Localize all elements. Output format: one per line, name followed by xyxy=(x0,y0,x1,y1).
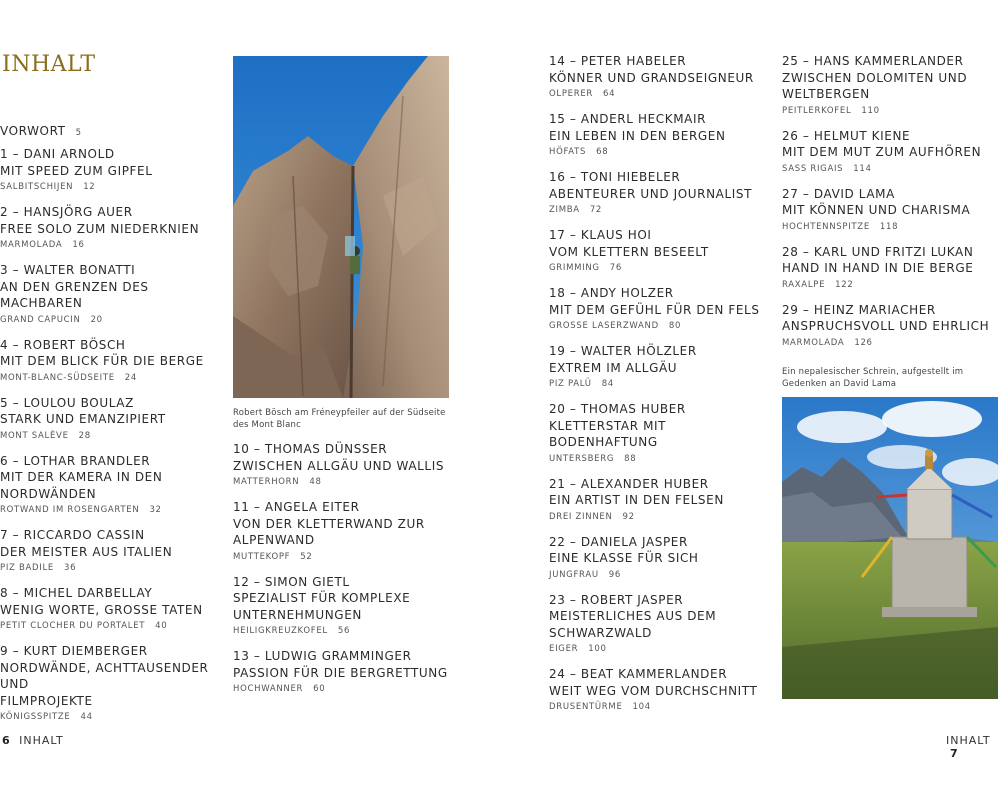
entry-location xyxy=(549,86,769,102)
entry-subtitle: DER MEISTER AUS ITALIEN xyxy=(0,544,173,559)
entry-name: 29 – HEINZ MARIACHER xyxy=(782,302,936,317)
entry-subtitle: ZWISCHEN ALLGÄU UND WALLIS xyxy=(233,458,445,473)
toc-entry[interactable] xyxy=(782,53,1000,119)
vorwort-entry[interactable] xyxy=(0,123,215,141)
location-name: HOCHWANNER xyxy=(233,684,304,694)
page-number: 110 xyxy=(861,105,880,116)
toc-column-4 xyxy=(782,53,1000,360)
page-number: 56 xyxy=(337,626,351,636)
entry-subtitle: MIT SPEED ZUM GIPFEL xyxy=(0,163,153,178)
vorwort-label: VORWORT xyxy=(0,124,66,138)
location-name: MATTERHORN xyxy=(233,477,300,487)
entry-subtitle: UNTERNEHMUNGEN xyxy=(233,607,362,622)
entry-subtitle: FREE SOLO ZUM NIEDERKNIEN xyxy=(0,221,200,236)
entry-name: 24 – BEAT KAMMERLANDER xyxy=(549,667,728,681)
page-number: 104 xyxy=(632,702,651,712)
toc-entry[interactable] xyxy=(549,401,769,467)
toc-entry[interactable] xyxy=(549,666,769,715)
climbing-photo xyxy=(233,56,449,398)
footer-left-label: INHALT xyxy=(19,734,64,747)
location-name: EIGER xyxy=(549,644,579,654)
page-number-left: 6 xyxy=(2,734,11,747)
entry-location xyxy=(549,202,769,218)
entry-name: 9 – KURT DIEMBERGER xyxy=(0,644,148,658)
location-name: MARMOLADA xyxy=(0,240,63,250)
entry-subtitle: MIT KÖNNEN UND CHARISMA xyxy=(782,203,971,217)
page-number: 60 xyxy=(313,684,326,694)
entry-location xyxy=(549,641,769,657)
entry-subtitle: FILMPROJEKTE xyxy=(0,693,93,708)
footer-right-label: INHALT xyxy=(946,734,991,747)
entry-subtitle: EIN ARTIST IN DEN FELSEN xyxy=(549,493,724,507)
entry-name: 28 – KARL UND FRITZI LUKAN xyxy=(782,244,974,259)
entry-name: 22 – DANIELA JASPER xyxy=(549,534,688,549)
entry-subtitle: ANSPRUCHSVOLL UND EHRLICH xyxy=(782,319,990,333)
page-number: 72 xyxy=(589,205,603,215)
toc-entry[interactable] xyxy=(549,285,769,334)
entry-subtitle: HAND IN HAND IN DIE BERGE xyxy=(782,261,974,275)
page-number: 114 xyxy=(853,163,872,174)
entry-subtitle: MEISTERLICHES AUS DEM xyxy=(549,609,717,623)
location-name: GRIMMING xyxy=(549,263,600,273)
location-name: HÖFATS xyxy=(549,147,587,157)
entry-name: 15 – ANDERL HECKMAIR xyxy=(549,112,707,126)
page-number: 68 xyxy=(596,147,609,157)
entry-name: 21 – ALEXANDER HUBER xyxy=(549,476,709,491)
page-number: 48 xyxy=(309,477,322,487)
page-number: 126 xyxy=(854,337,873,348)
location-name: HEILIGKREUZKOFEL xyxy=(233,626,328,636)
shrine-photo xyxy=(782,397,998,699)
location-name: SASS RIGAIS xyxy=(782,163,844,174)
page-number: 36 xyxy=(63,563,77,573)
location-name: PIZ PALÜ xyxy=(549,379,592,389)
location-name: MUTTEKOPF xyxy=(233,551,291,562)
location-name: PIZ BADILE xyxy=(0,563,54,573)
location-name: UNTERSBERG xyxy=(549,453,615,464)
entry-location xyxy=(0,312,220,328)
entry-subtitle: EINE KLASSE FÜR SICH xyxy=(549,551,699,565)
entry-location xyxy=(782,103,1000,119)
entry-location xyxy=(0,179,220,195)
page-number: 52 xyxy=(300,551,313,562)
footer-left xyxy=(2,734,64,747)
toc-entry[interactable] xyxy=(233,499,463,565)
toc-entry[interactable] xyxy=(233,648,463,697)
toc-entry[interactable] xyxy=(549,111,769,160)
toc-entry[interactable] xyxy=(233,574,463,640)
entry-name: 2 – HANSJÖRG AUER xyxy=(0,205,133,219)
entry-subtitle: ABENTEURER UND JOURNALIST xyxy=(549,186,753,201)
toc-entry[interactable] xyxy=(0,337,220,386)
page-number: 32 xyxy=(149,505,162,515)
page-number: 118 xyxy=(879,221,899,232)
toc-entry[interactable] xyxy=(0,146,220,195)
entry-location xyxy=(782,161,1000,177)
location-name: HOCHTENNSPITZE xyxy=(782,221,870,232)
entry-subtitle: AN DEN GRENZEN DES MACHBAREN xyxy=(0,279,149,310)
page-number: 84 xyxy=(601,379,614,389)
page-number: 20 xyxy=(90,314,103,325)
entry-location xyxy=(549,260,769,276)
location-name: JUNGFRAU xyxy=(549,569,599,580)
entry-location xyxy=(0,560,220,576)
entry-name: 17 – KLAUS HOI xyxy=(549,228,652,242)
entry-name: 20 – THOMAS HUBER xyxy=(549,402,686,416)
page-number: 64 xyxy=(603,89,616,99)
entry-location xyxy=(0,618,220,634)
entry-name: 6 – LOTHAR BRANDLER xyxy=(0,453,151,468)
page-number: 76 xyxy=(609,263,622,273)
page-number: 28 xyxy=(78,430,91,441)
location-name: KÖNIGSSPITZE xyxy=(0,712,71,722)
entry-subtitle: KLETTERSTAR MIT BODENHAFTUNG xyxy=(549,418,667,449)
entry-location xyxy=(782,277,1000,293)
page-number: 100 xyxy=(588,644,607,654)
page-number: 122 xyxy=(835,279,854,290)
location-name: MARMOLADA xyxy=(782,337,845,348)
entry-name: 25 – HANS KAMMERLANDER xyxy=(782,54,964,68)
entry-subtitle: ALPENWAND xyxy=(233,533,315,547)
location-name: MONT-BLANC-SÜDSEITE xyxy=(0,372,115,383)
toc-entry[interactable] xyxy=(549,227,769,276)
entry-location xyxy=(0,709,220,725)
entry-name: 23 – ROBERT JASPER xyxy=(549,592,684,607)
toc-entry[interactable] xyxy=(782,244,1000,293)
entry-subtitle: SCHWARZWALD xyxy=(549,625,652,640)
toc-entry[interactable] xyxy=(0,204,220,253)
toc-entry[interactable] xyxy=(549,343,769,392)
entry-location xyxy=(233,549,463,565)
page-number: 12 xyxy=(83,182,96,192)
location-name: DRUSENTÜRME xyxy=(549,702,623,712)
page-number: 80 xyxy=(668,321,682,331)
entry-name: 27 – DAVID LAMA xyxy=(782,186,895,201)
contents-title: INHALT xyxy=(2,52,96,77)
entry-location xyxy=(0,502,220,518)
entry-location xyxy=(233,681,463,697)
location-name: GRAND CAPUCIN xyxy=(0,314,81,325)
entry-subtitle: WENIG WORTE, GROSSE TATEN xyxy=(0,602,203,617)
entry-location xyxy=(549,451,769,467)
entry-subtitle: PASSION FÜR DIE BERGRETTUNG xyxy=(233,665,448,680)
photo-caption-1: Robert Bösch am Fréneypfeiler auf der Südseite des Mont Blanc xyxy=(233,408,446,430)
page-number: 44 xyxy=(80,712,93,722)
location-name: PEITLERKOFEL xyxy=(782,105,852,116)
entry-location xyxy=(549,318,769,334)
toc-entry[interactable] xyxy=(0,527,220,576)
entry-subtitle: KÖNNER UND GRANDSEIGNEUR xyxy=(549,70,754,85)
page-number: 24 xyxy=(124,372,138,383)
entry-location xyxy=(0,370,220,386)
photo-caption-2: Ein nepalesischer Schrein, aufgestellt im Gedenken an David Lama xyxy=(782,367,964,389)
entry-subtitle: WELTBERGEN xyxy=(782,87,870,101)
entry-subtitle: STARK UND EMANZIPIERT xyxy=(0,412,166,426)
toc-entry[interactable] xyxy=(0,395,220,444)
entry-name: 19 – WALTER HÖLZLER xyxy=(549,344,697,358)
entry-subtitle: VON DER KLETTERWAND ZUR xyxy=(233,516,425,531)
location-name: GROSSE LASERZWAND xyxy=(549,321,659,331)
entry-location xyxy=(0,237,220,253)
toc-entry[interactable] xyxy=(549,476,769,525)
entry-location xyxy=(233,474,463,490)
toc-entry[interactable] xyxy=(0,585,220,634)
entry-name: 14 – PETER HABELER xyxy=(549,54,687,68)
entry-name: 18 – ANDY HOLZER xyxy=(549,286,674,300)
location-name: RAXALPE xyxy=(782,279,826,290)
entry-name: 13 – LUDWIG GRAMMINGER xyxy=(233,649,412,663)
toc-entry[interactable] xyxy=(0,453,220,519)
entry-name: 11 – ANGELA EITER xyxy=(233,500,360,514)
entry-name: 12 – SIMON GIETL xyxy=(233,574,350,589)
entry-subtitle: WEIT WEG VOM DURCHSCHNITT xyxy=(549,683,758,698)
toc-column-2 xyxy=(233,441,463,706)
entry-subtitle: EXTREM IM ALLGÄU xyxy=(549,360,678,375)
footer-right xyxy=(946,734,1000,760)
entry-name: 7 – RICCARDO CASSIN xyxy=(0,528,145,542)
location-name: MONT SALÈVE xyxy=(0,430,69,441)
entry-location xyxy=(549,699,769,715)
toc-entry[interactable] xyxy=(549,53,769,102)
entry-location xyxy=(0,428,220,444)
toc-entry[interactable] xyxy=(549,592,769,658)
entry-location xyxy=(782,335,1000,351)
entry-subtitle: NORDWÄNDE, ACHTTAUSENDER UND xyxy=(0,660,209,691)
toc-entry[interactable] xyxy=(0,643,220,725)
entry-location xyxy=(233,623,463,639)
entry-name: 16 – TONI HIEBELER xyxy=(549,170,681,184)
entry-name: 26 – HELMUT KIENE xyxy=(782,128,911,143)
vorwort-page: 5 xyxy=(75,128,82,138)
page-number: 96 xyxy=(608,569,621,580)
toc-entry[interactable] xyxy=(0,262,220,328)
toc-entry[interactable] xyxy=(782,186,1000,235)
entry-location xyxy=(549,509,769,525)
location-name: SALBITSCHIJEN xyxy=(0,182,74,192)
entry-subtitle: MIT DER KAMERA IN DEN xyxy=(0,470,163,484)
entry-subtitle: SPEZIALIST FÜR KOMPLEXE xyxy=(233,591,411,605)
location-name: OLPERER xyxy=(549,89,594,99)
toc-entry[interactable] xyxy=(549,169,769,218)
page-number: 16 xyxy=(72,240,85,250)
entry-subtitle: MIT DEM BLICK FÜR DIE BERGE xyxy=(0,354,204,368)
page-number-right: 7 xyxy=(950,747,959,760)
entry-name: 1 – DANI ARNOLD xyxy=(0,147,115,161)
entry-location xyxy=(549,144,769,160)
page-number: 40 xyxy=(155,621,168,631)
toc-entry[interactable] xyxy=(233,441,463,490)
entry-location xyxy=(782,219,1000,235)
entry-location xyxy=(549,376,769,392)
entry-name: 10 – THOMAS DÜNSSER xyxy=(233,442,388,456)
toc-entry[interactable] xyxy=(782,128,1000,177)
toc-column-3 xyxy=(549,53,769,724)
entry-name: 3 – WALTER BONATTI xyxy=(0,263,136,277)
entry-location xyxy=(549,567,769,583)
toc-entry[interactable] xyxy=(549,534,769,583)
location-name: PETIT CLOCHER DU PORTALET xyxy=(0,621,146,631)
entry-subtitle: MIT DEM GEFÜHL FÜR DEN FELS xyxy=(549,302,760,317)
entry-name: 5 – LOULOU BOULAZ xyxy=(0,395,134,410)
location-name: DREI ZINNEN xyxy=(549,511,613,522)
toc-column-1 xyxy=(0,146,220,734)
entry-subtitle: NORDWÄNDEN xyxy=(0,486,97,501)
location-name: ROTWAND IM ROSENGARTEN xyxy=(0,505,140,515)
page-number: 88 xyxy=(624,453,637,464)
entry-subtitle: ZWISCHEN DOLOMITEN UND xyxy=(782,70,968,85)
entry-name: 4 – ROBERT BÖSCH xyxy=(0,337,126,352)
page-number: 92 xyxy=(622,511,635,522)
entry-subtitle: EIN LEBEN IN DEN BERGEN xyxy=(549,128,726,143)
entry-subtitle: VOM KLETTERN BESEELT xyxy=(549,244,709,259)
entry-subtitle: MIT DEM MUT ZUM AUFHÖREN xyxy=(782,145,982,159)
location-name: ZIMBA xyxy=(549,205,580,215)
toc-entry[interactable] xyxy=(782,302,1000,351)
entry-name: 8 – MICHEL DARBELLAY xyxy=(0,586,153,600)
